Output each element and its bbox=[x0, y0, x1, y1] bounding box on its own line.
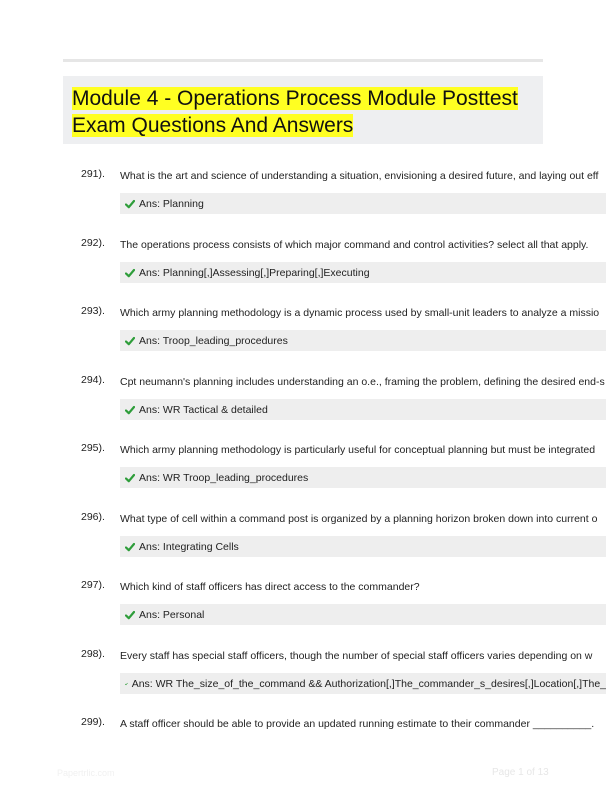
question-number: 299). bbox=[81, 716, 105, 728]
checkmark-icon bbox=[125, 542, 135, 552]
question-text: Which army planning methodology is a dynamic process used by small-unit leaders to analyze a missio bbox=[120, 307, 600, 319]
answer-box bbox=[120, 467, 606, 488]
checkmark-icon bbox=[125, 405, 135, 415]
question-number: 292). bbox=[81, 237, 105, 249]
question-text: Cpt neumann's planning includes understanding an o.e., framing the problem, defining the desired end-s bbox=[120, 376, 605, 388]
question-number: 295). bbox=[81, 442, 105, 454]
question-number: 291). bbox=[81, 168, 105, 180]
question-text: What is the art and science of understanding a situation, envisioning a desired future, and laying out eff bbox=[120, 170, 599, 182]
question-number: 293). bbox=[81, 305, 105, 317]
answer-text: Ans: Personal bbox=[139, 608, 205, 621]
question-item bbox=[0, 579, 606, 639]
question-item bbox=[0, 237, 606, 297]
top-divider bbox=[63, 59, 543, 62]
question-item bbox=[0, 374, 606, 434]
answer-box bbox=[120, 536, 606, 557]
title-line-2: Exam Questions And Answers bbox=[72, 114, 354, 137]
checkmark-icon bbox=[125, 679, 128, 689]
answer-box bbox=[120, 604, 606, 625]
question-number: 296). bbox=[81, 511, 105, 523]
answer-text: Ans: Integrating Cells bbox=[139, 540, 239, 553]
answer-box bbox=[120, 330, 606, 351]
checkmark-icon bbox=[125, 610, 135, 620]
page-title bbox=[72, 85, 542, 139]
answer-text: Ans: Planning[,]Assessing[,]Preparing[,]Executing bbox=[139, 266, 370, 279]
checkmark-icon bbox=[125, 473, 135, 483]
question-text: Every staff has special staff officers, though the number of special staff officers varies depending on w bbox=[120, 650, 593, 662]
question-item bbox=[0, 648, 606, 708]
question-text: The operations process consists of which major command and control activities? select all that apply. bbox=[120, 239, 589, 251]
question-text: A staff officer should be able to provide an updated running estimate to their commander __________. bbox=[120, 718, 595, 730]
question-text: What type of cell within a command post is organized by a planning horizon broken down into current o bbox=[120, 513, 598, 525]
question-item bbox=[0, 305, 606, 365]
question-number: 297). bbox=[81, 579, 105, 591]
checkmark-icon bbox=[125, 268, 135, 278]
title-line-1: Module 4 - Operations Process Module Posttest bbox=[72, 87, 518, 110]
answer-box bbox=[120, 673, 606, 694]
answer-box bbox=[120, 399, 606, 420]
page-number: Page 1 of 13 bbox=[492, 767, 549, 778]
checkmark-icon bbox=[125, 199, 135, 209]
answer-text: Ans: WR Troop_leading_procedures bbox=[139, 471, 309, 484]
question-text: Which kind of staff officers has direct access to the commander? bbox=[120, 581, 420, 593]
question-item bbox=[0, 511, 606, 571]
question-number: 298). bbox=[81, 648, 105, 660]
footer-site: Papertrlic.com bbox=[57, 768, 115, 778]
question-text: Which army planning methodology is particularly useful for conceptual planning but must be integrated bbox=[120, 444, 596, 456]
answer-text: Ans: WR Tactical & detailed bbox=[139, 403, 268, 416]
answer-box bbox=[120, 193, 606, 214]
checkmark-icon bbox=[125, 336, 135, 346]
answer-text: Ans: Troop_leading_procedures bbox=[139, 334, 288, 347]
question-item bbox=[0, 442, 606, 502]
answer-text: Ans: Planning bbox=[139, 197, 204, 210]
question-item bbox=[0, 168, 606, 228]
answer-box bbox=[120, 262, 606, 283]
answer-text: Ans: WR The_size_of_the_command && Authorization[,]The_commander_s_desires[,]Location[,]The_ bbox=[131, 677, 606, 690]
question-number: 294). bbox=[81, 374, 105, 386]
